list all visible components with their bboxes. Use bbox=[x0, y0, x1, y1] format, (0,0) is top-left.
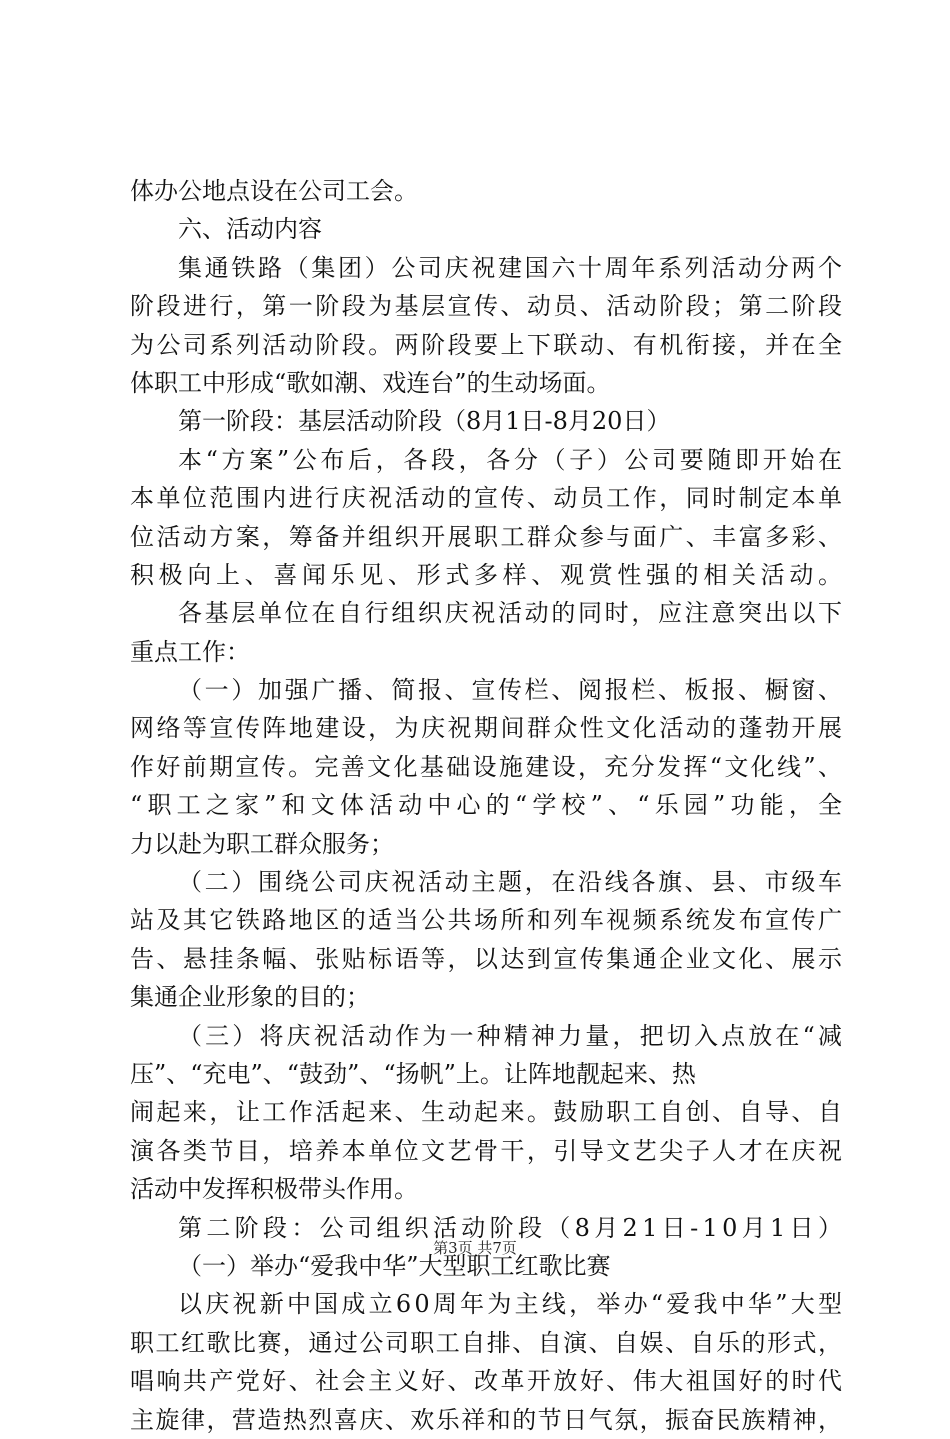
text-line: 站及其它铁路地区的适当公共场所和列车视频系统发布宣传广 bbox=[130, 906, 845, 935]
text-line: 闹起来，让工作活起来、生动起来。鼓励职工自创、自导、自 bbox=[130, 1098, 845, 1127]
text-line: 演各类节目，培养本单位文艺骨干，引导文艺尖子人才在庆祝 bbox=[130, 1136, 845, 1165]
text-line: 本单位范围内进行庆祝活动的宣传、动员工作，同时制定本单 bbox=[130, 484, 845, 513]
text-line: 活动中发挥积极带头作用。 bbox=[130, 1175, 418, 1204]
text-line: 体职工中形成“歌如潮、戏连台”的生动场面。 bbox=[130, 368, 611, 397]
text-line: 告、悬挂条幅、张贴标语等，以达到宣传集通企业文化、展示 bbox=[130, 944, 845, 973]
text-line: 阶段进行，第一阶段为基层宣传、动员、活动阶段；第二阶段 bbox=[130, 292, 845, 321]
text-line: 位活动方案，筹备并组织开展职工群众参与面广、丰富多彩、 bbox=[130, 522, 845, 551]
text-line: 各基层单位在自行组织庆祝活动的同时，应注意突出以下 bbox=[178, 599, 845, 628]
text-line: 第二阶段：公司组织活动阶段（8月21日-10月1日） bbox=[178, 1213, 847, 1242]
text-line: 为公司系列活动阶段。两阶段要上下联动、有机衔接，并在全 bbox=[130, 330, 845, 359]
text-line: （二）围绕公司庆祝活动主题，在沿线各旗、县、市级车 bbox=[178, 868, 845, 897]
text-line: 网络等宣传阵地建设，为庆祝期间群众性文化活动的蓬勃开展 bbox=[130, 714, 845, 743]
text-line: 职工红歌比赛，通过公司职工自排、自演、自娱、自乐的形式， bbox=[130, 1328, 844, 1357]
text-line: 压”、“充电”、“鼓劲”、“扬帆”上。让阵地靓起来、热 bbox=[130, 1059, 696, 1088]
text-line: 力以赴为职工群众服务； bbox=[130, 829, 394, 858]
text-line: 体办公地点设在公司工会。 bbox=[130, 177, 418, 205]
text-line: 积极向上、喜闻乐见、形式多样、观赏性强的相关活动。 bbox=[130, 560, 847, 589]
text-line: 唱响共产党好、社会主义好、改革开放好、伟大祖国好的时代 bbox=[130, 1367, 845, 1396]
text-line: 作好前期宣传。完善文化基础设施建设，充分发挥“文化线”、 bbox=[130, 752, 845, 781]
text-line: （一）举办“爱我中华”大型职工红歌比赛 bbox=[178, 1251, 611, 1280]
text-line: （三）将庆祝活动作为一种精神力量，把切入点放在“减 bbox=[178, 1021, 846, 1050]
text-line: 六、活动内容 bbox=[178, 215, 322, 244]
text-line: 本“方案”公布后，各段，各分（子）公司要随即开始在 bbox=[178, 445, 846, 474]
page-footer bbox=[0, 1238, 950, 1258]
text-line: 集通铁路（集团）公司庆祝建国六十周年系列活动分两个 bbox=[178, 253, 845, 282]
text-line: 集通企业形象的目的； bbox=[130, 983, 370, 1012]
text-line: 第一阶段：基层活动阶段（8月1日-8月20日） bbox=[178, 407, 671, 436]
text-line: 主旋律，营造热烈喜庆、欢乐祥和的节日气氛，振奋民族精神， bbox=[130, 1405, 844, 1434]
text-line: （一）加强广播、简报、宣传栏、阅报栏、板报、橱窗、 bbox=[178, 676, 845, 705]
text-line: 以庆祝新中国成立60周年为主线，举办“爱我中华”大型 bbox=[178, 1290, 846, 1319]
page-number: 第3页 共7页 bbox=[433, 1239, 517, 1257]
text-line: “职工之家”和文体活动中心的“学校”、“乐园”功能，全 bbox=[130, 791, 848, 820]
text-line: 重点工作： bbox=[130, 637, 250, 666]
